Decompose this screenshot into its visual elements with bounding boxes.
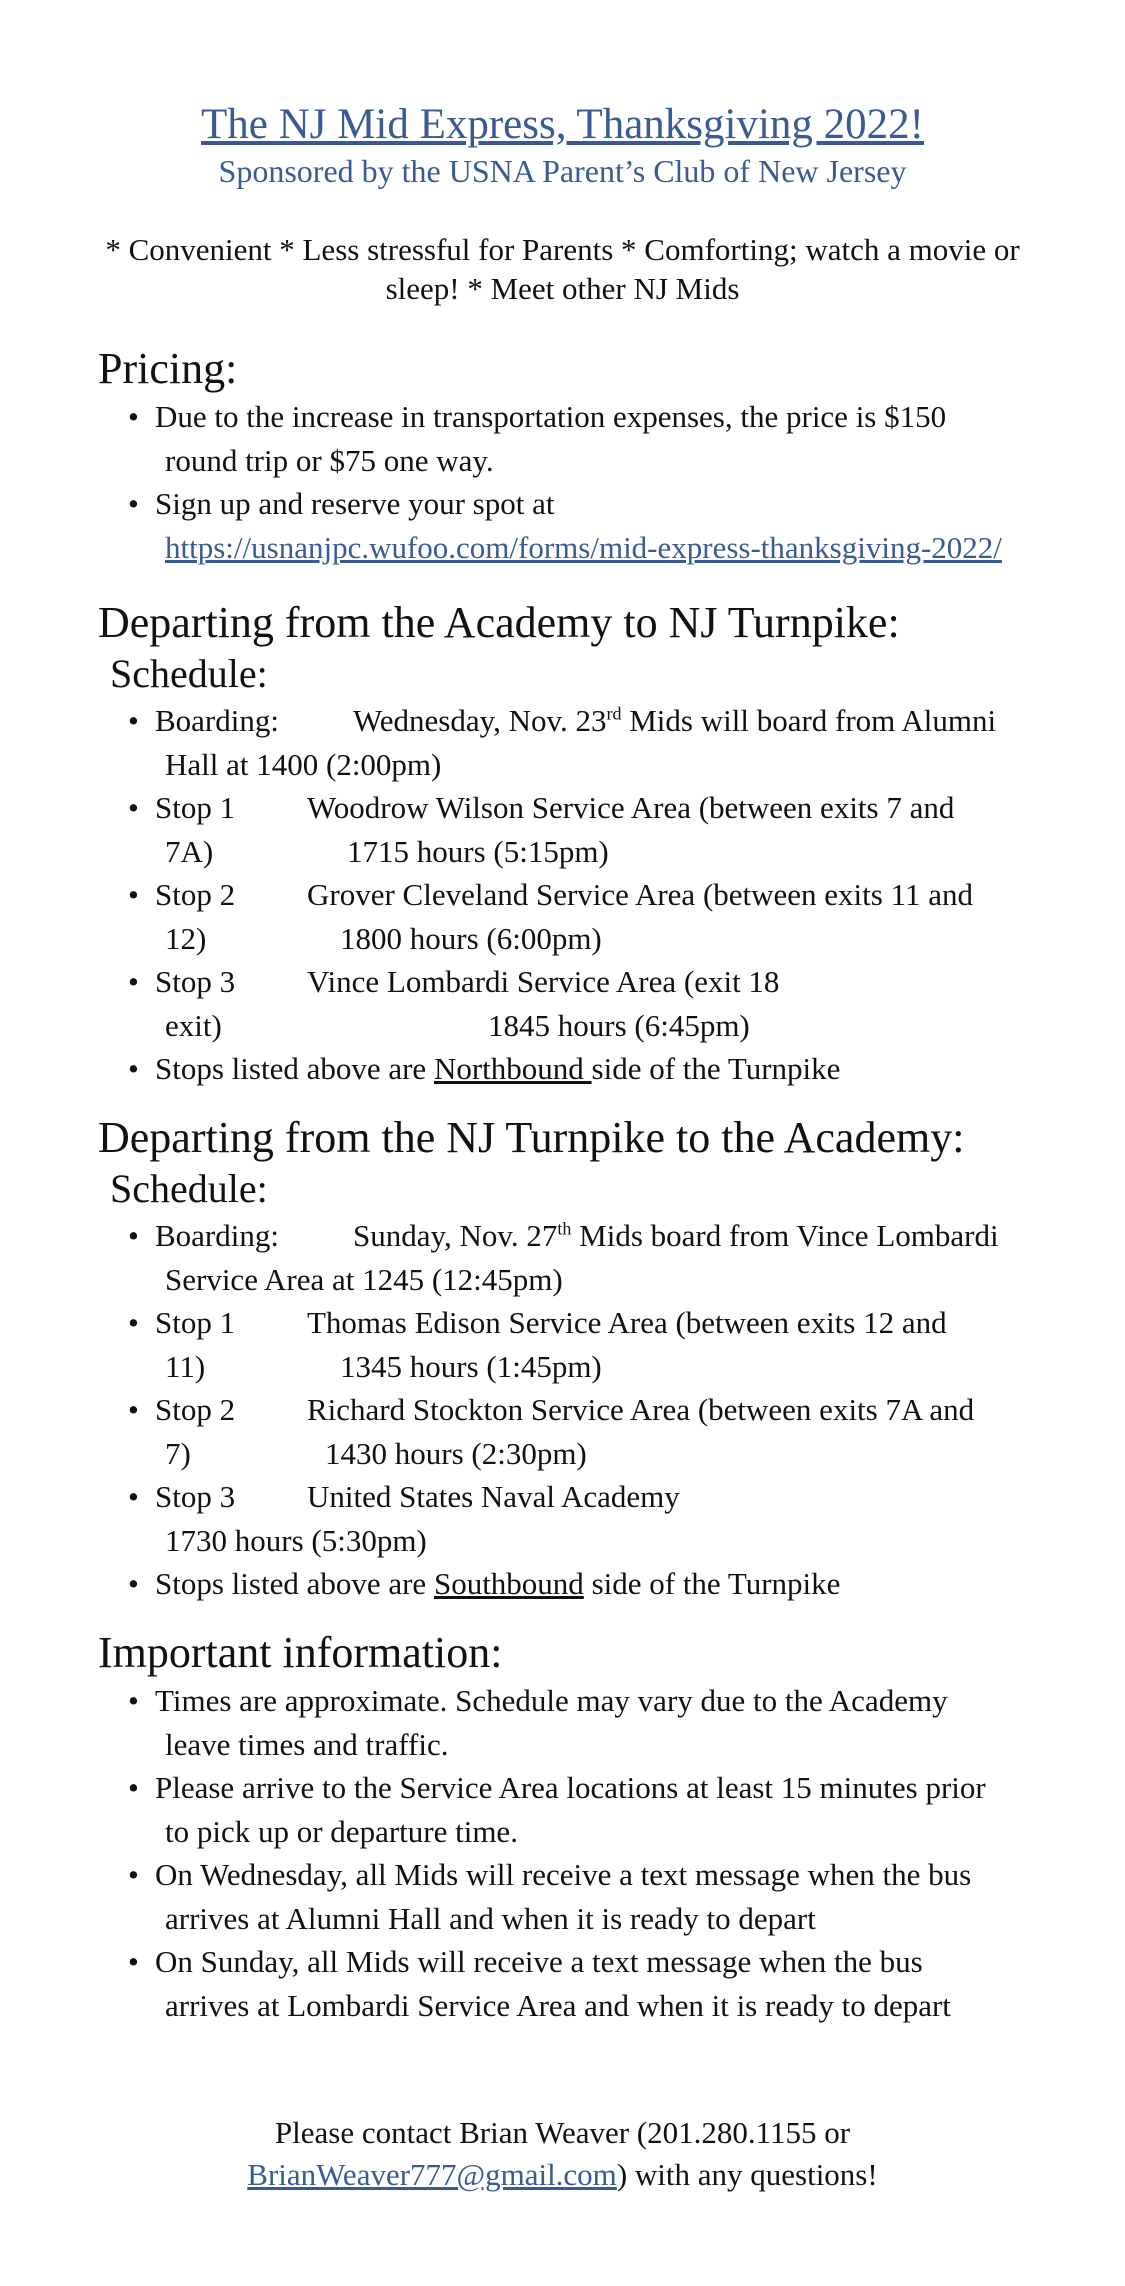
subtitle: Sponsored by the USNA Parent’s Club of New Jersey: [218, 153, 907, 189]
bullet-icon: •: [128, 1479, 139, 1514]
bullet-icon: •: [128, 1770, 139, 1805]
list-item: • Stops listed above are Northbound side of the Turnpike: [98, 1047, 1088, 1091]
list-item: • Due to the increase in transportation expenses, the price is $150 round trip or $75 one way.: [98, 395, 1088, 483]
list-item: • Stop 1 Woodrow Wilson Service Area (between exits 7 and 7A) 1715 hours (5:15pm): [98, 786, 1088, 874]
list-item: • Times are approximate. Schedule may vary due to the Academy leave times and traffic.: [98, 1679, 1088, 1767]
bullet-icon: •: [128, 877, 139, 912]
bullet-icon: •: [128, 1392, 139, 1427]
list-item: • Sign up and reserve your spot at https://usnanjpc.wufoo.com/forms/mid-express-thanksgiving-2022/: [98, 482, 1088, 570]
northbound-heading: Departing from the Academy to NJ Turnpike:: [98, 598, 900, 647]
pricing-list: [98, 395, 1088, 570]
southbound-section: [98, 1112, 1088, 1605]
list-item: • Stop 3 Vince Lombardi Service Area (exit 18 exit) 1845 hours (6:45pm): [98, 960, 1088, 1048]
tagline-line-1: * Convenient * Less stressful for Parents * Comforting; watch a movie or: [105, 232, 1020, 267]
bullet-icon: •: [128, 1051, 139, 1086]
tagline: [60, 230, 1065, 308]
list-item: • On Sunday, all Mids will receive a text message when the bus arrives at Lombardi Service Area and when it is ready to depart: [98, 1940, 1088, 2028]
northbound-list: [98, 699, 1088, 1091]
bullet-icon: •: [128, 964, 139, 999]
pricing-heading: Pricing:: [98, 344, 238, 393]
important-list: [98, 1679, 1088, 2028]
bullet-icon: •: [128, 486, 139, 521]
southbound-list: [98, 1214, 1088, 1606]
bullet-icon: •: [128, 703, 139, 738]
bullet-icon: •: [128, 1857, 139, 1892]
email-link[interactable]: BrianWeaver777@gmail.com: [247, 2157, 617, 2192]
contact-line-2: BrianWeaver777@gmail.com) with any questions!: [247, 2157, 878, 2192]
list-item: • Boarding: Sunday, Nov. 27th Mids board from Vince Lombardi Service Area at 1245 (12:45pm): [98, 1214, 1088, 1302]
bullet-icon: •: [128, 1305, 139, 1340]
contact-line-1: Please contact Brian Weaver (201.280.1155 or: [274, 2115, 851, 2150]
northbound-schedule-heading: Schedule:: [110, 651, 268, 696]
bullet-icon: •: [128, 1218, 139, 1253]
list-item: • Stop 3 United States Naval Academy 1730 hours (5:30pm): [98, 1475, 1088, 1563]
list-item: • Please arrive to the Service Area locations at least 15 minutes prior to pick up or departure time.: [98, 1766, 1088, 1854]
important-heading: Important information:: [98, 1628, 503, 1677]
list-item: • Stops listed above are Southbound side of the Turnpike: [98, 1562, 1088, 1606]
bullet-icon: •: [128, 1683, 139, 1718]
northbound-section: [98, 597, 1088, 1090]
contact-footer: [0, 2112, 1125, 2196]
pricing-section: [98, 343, 1088, 569]
important-section: [98, 1627, 1088, 2027]
bullet-icon: •: [128, 1944, 139, 1979]
signup-link[interactable]: https://usnanjpc.wufoo.com/forms/mid-express-thanksgiving-2022/: [165, 530, 1002, 565]
bullet-icon: •: [128, 790, 139, 825]
list-item: • Boarding: Wednesday, Nov. 23rd Mids will board from Alumni Hall at 1400 (2:00pm): [98, 699, 1088, 787]
page-title[interactable]: The NJ Mid Express, Thanksgiving 2022!: [201, 101, 924, 148]
list-item: • On Wednesday, all Mids will receive a text message when the bus arrives at Alumni Hall and when it is ready to depart: [98, 1853, 1088, 1941]
list-item: • Stop 2 Richard Stockton Service Area (between exits 7A and 7) 1430 hours (2:30pm): [98, 1388, 1088, 1476]
list-item: • Stop 1 Thomas Edison Service Area (between exits 12 and 11) 1345 hours (1:45pm): [98, 1301, 1088, 1389]
southbound-heading: Departing from the NJ Turnpike to the Academy:: [98, 1113, 965, 1162]
list-item: • Stop 2 Grover Cleveland Service Area (between exits 11 and 12) 1800 hours (6:00pm): [98, 873, 1088, 961]
bullet-icon: •: [128, 399, 139, 434]
bullet-icon: •: [128, 1566, 139, 1601]
tagline-line-2: sleep! * Meet other NJ Mids: [385, 271, 740, 306]
southbound-schedule-heading: Schedule:: [110, 1166, 268, 1211]
